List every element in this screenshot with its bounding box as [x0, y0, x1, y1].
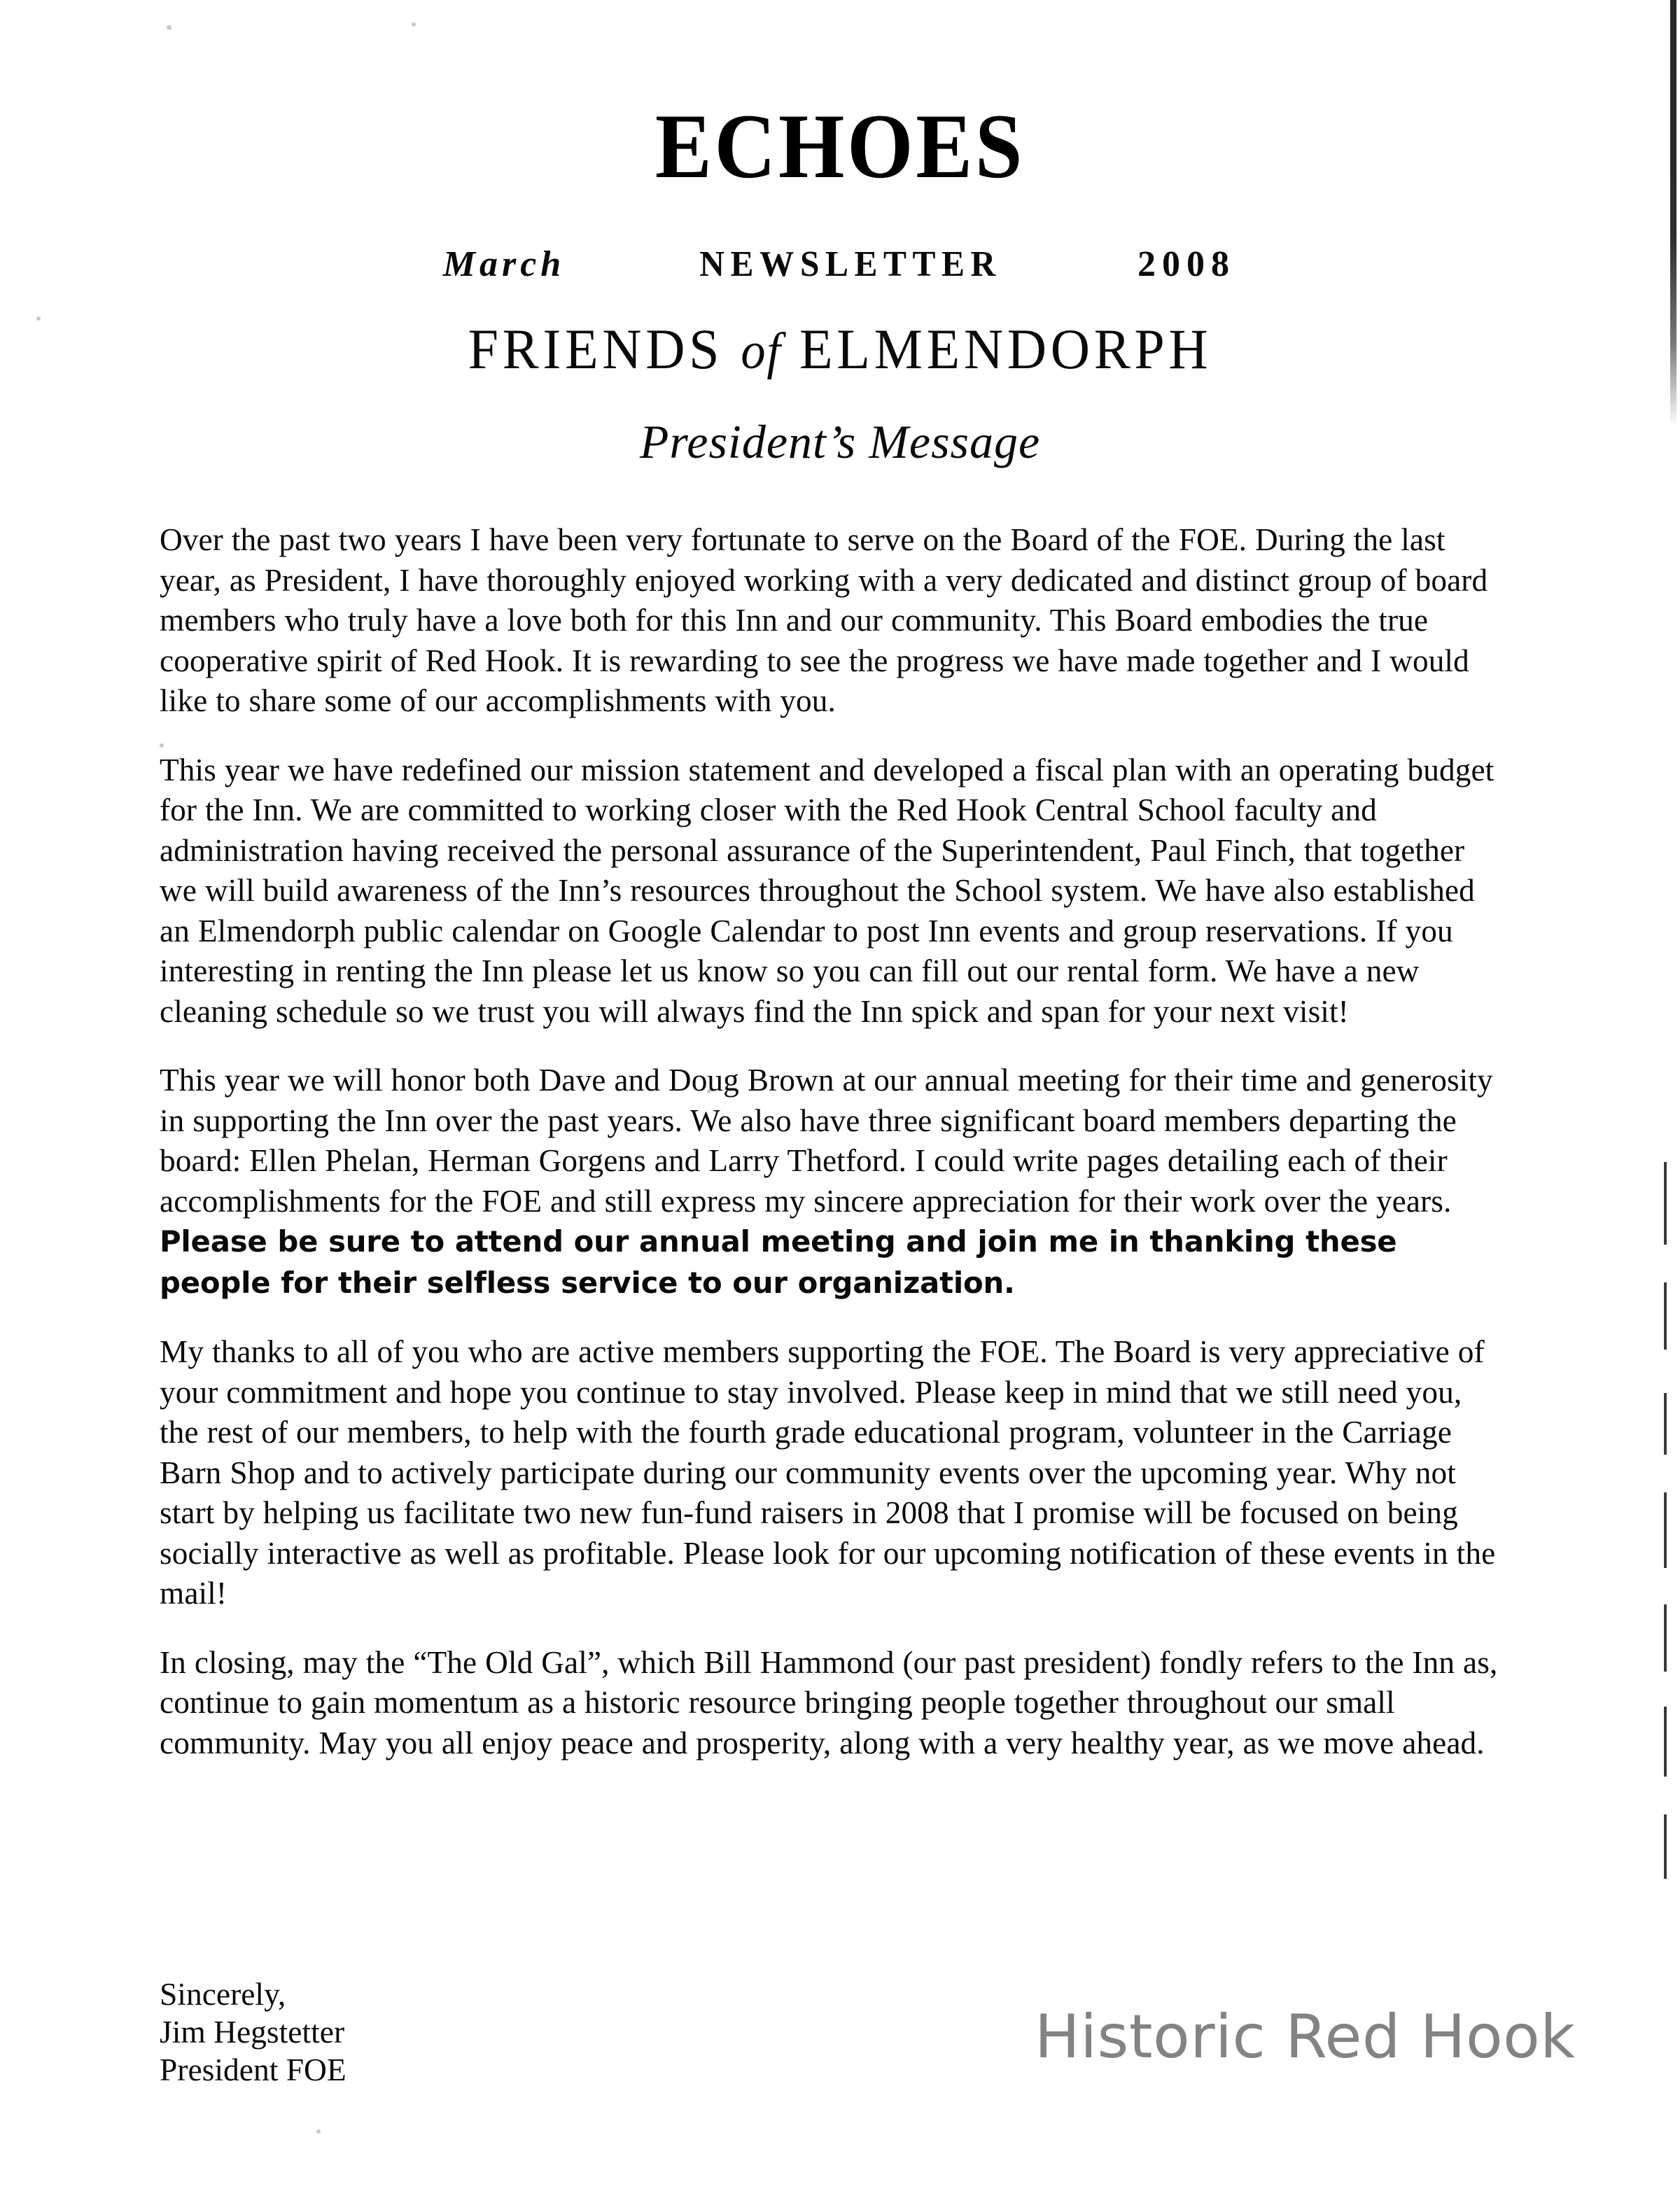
- body-paragraph-1: Over the past two years I have been very fortunate to serve on the Board of the FOE. During the last year, as President, I have thoroughly enjoyed working with a very dedicated and distinct group of board members who truly have a love both for this Inn and our community. This Board embodies the true cooperative spirit of Red Hook. It is rewarding to see the progress we have made together and I would like to share some of our accomplishments with you.: [160, 522, 1488, 718]
- organization-name: [42, 316, 1638, 382]
- scan-speck-artifact: [167, 25, 172, 30]
- scan-tick-artifact: [1664, 1814, 1667, 1879]
- scan-tick-artifact: [1664, 1604, 1667, 1672]
- organization-name-suffix: ELMENDORPH: [799, 317, 1212, 381]
- scan-tick-artifact: [1664, 1162, 1667, 1245]
- issue-month: March: [442, 244, 566, 284]
- masthead-subline: [0, 244, 1680, 285]
- scan-speck-artifact: [412, 22, 416, 27]
- scan-tick-artifact: [1664, 1393, 1667, 1455]
- body-paragraph-5: In closing, may the “The Old Gal”, which Bill Hammond (our past president) fondly refers to the Inn as, continue to gain momentum as a historic resource bringing people together throughout our small community. May you all enjoy peace and prosperity, along with a very healthy year, as we move ahead.: [160, 1644, 1498, 1760]
- body-paragraph-4: My thanks to all of you who are active members supporting the FOE. The Board is very appreciative of your commitment and hope you continue to stay involved. Please keep in mind that we still need you, the rest of our members, to help with the fourth grade educational program, volunteer in the Carriage Barn Shop and to actively participate during our community events over the upcoming year. Why not start by helping us facilitate two new fun-fund raisers in 2008 that I promise will be focused on being socially interactive as well as profitable. Please look for our upcoming notification of these events in the mail!: [160, 1334, 1496, 1611]
- newsletter-title: echoes: [654, 59, 1026, 206]
- body-paragraph-3-emphasis: Please be sure to attend our annual meeting and join me in thanking these people for their selfless service to our organization.: [160, 1224, 1397, 1300]
- watermark-historic-red-hook: Historic Red Hook: [1035, 2002, 1576, 2072]
- organization-name-prefix: FRIENDS: [468, 317, 724, 381]
- scan-tick-artifact: [1664, 1707, 1667, 1777]
- body-paragraph-3-text: This year we will honor both Dave and Doug Brown at our annual meeting for their time and generosity in supporting the Inn over the past years. We also have three significant board members departing the board: Ellen Phelan, Herman Gorgens and Larry Thetford. I could write pages detailing each of their accomplishments for the FOE and still express my sincere appreciation for their work over the years.: [160, 1062, 1493, 1219]
- signoff-closing: Sincerely,: [160, 1976, 286, 2012]
- masthead: [0, 59, 1680, 206]
- scan-tick-artifact: [1664, 1282, 1667, 1350]
- signoff-role: President FOE: [160, 2052, 346, 2087]
- scan-tick-artifact: [1664, 1492, 1667, 1568]
- issue-year: 2008: [1138, 244, 1236, 284]
- publication-kind: NEWSLETTER: [699, 244, 1002, 284]
- organization-name-of: of: [741, 323, 782, 380]
- signature-block: [160, 1975, 346, 2089]
- letter-body: [160, 519, 1511, 1791]
- scan-speck-artifact: [36, 316, 41, 321]
- scan-speck-artifact: [316, 2129, 321, 2134]
- section-heading: President’s Message: [639, 415, 1041, 468]
- scan-edge-artifact: [1670, 0, 1676, 427]
- body-paragraph-3: [160, 1060, 1504, 1303]
- body-paragraph-2: This year we have redefined our mission statement and developed a fiscal plan with an operating budget for the Inn. We are committed to working closer with the Red Hook Central School faculty and administration having received the personal assurance of the Superintendent, Paul Finch, that together we will build awareness of the Inn’s resources throughout the School system. We have also established an Elmendorph public calendar on Google Calendar to post Inn events and group reservations. If you interesting in renting the Inn please let us know so you can fill out our rental form. We have a new cleaning schedule so we trust you will always find the Inn spick and span for your next visit!: [160, 751, 1494, 1029]
- signoff-name: Jim Hegstetter: [160, 2014, 345, 2050]
